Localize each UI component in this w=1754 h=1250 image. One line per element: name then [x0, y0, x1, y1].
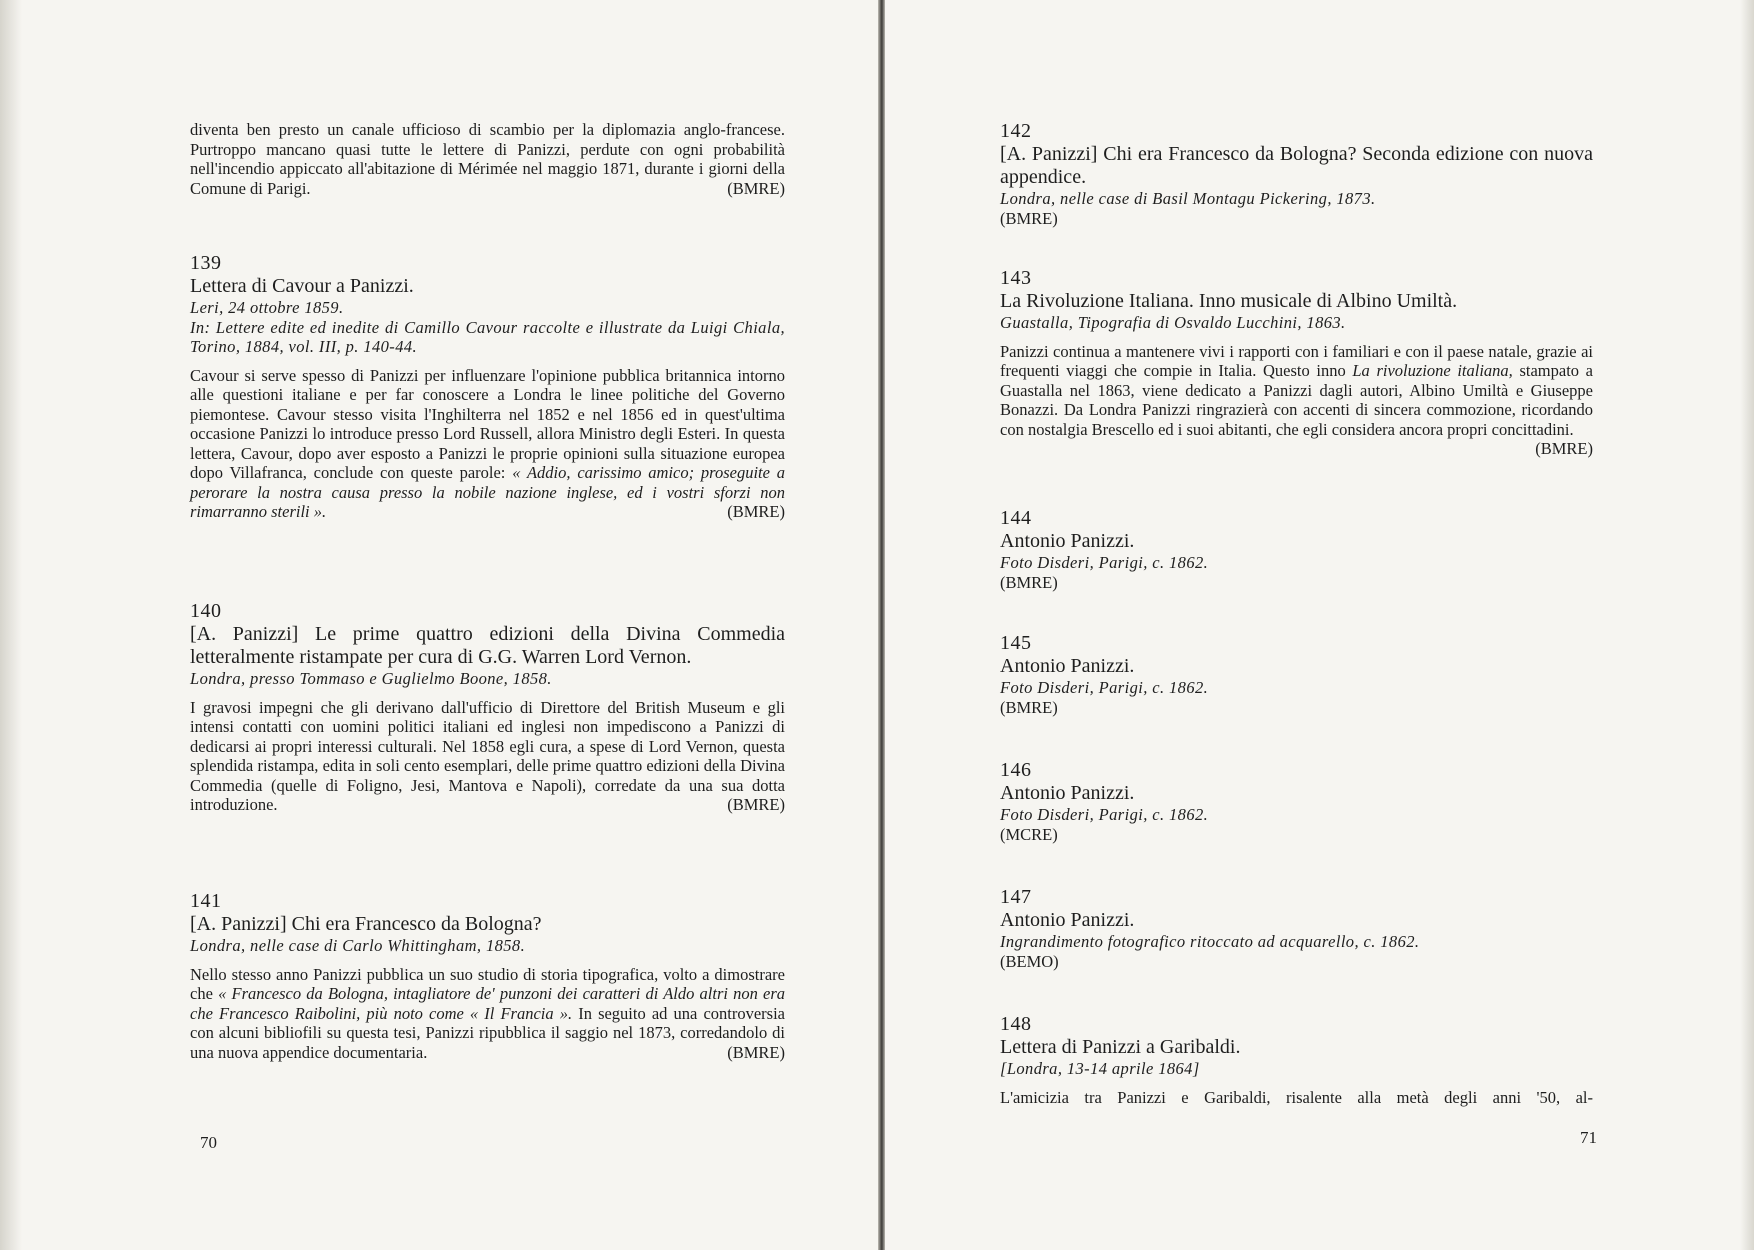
entry-title: [A. Panizzi] Chi era Francesco da Bologna?: [190, 913, 542, 935]
catalog-entry-140: [190, 600, 785, 815]
page-number: 70: [200, 1133, 217, 1152]
description-quote: « Francesco da Bologna, intagliatore de' punzoni dei caratteri di Aldo altri non era che Francesco Raibolini, più noto come « Il Francia ».: [190, 984, 786, 1023]
entry-imprint: Foto Disderi, Parigi, c. 1862.: [1000, 553, 1209, 572]
description-quote: « Addio, carissimo amico; proseguite a perorare la nostra causa presso la nobile nazione inglese, ed i vostri sforzi non rimarranno sterili ».: [190, 463, 786, 521]
description-text-continued: stampato a Guastalla nel 1863, viene dedicato a Panizzi dagli autori, Albino Umiltà e Giuseppe Bonazzi. Da Londra Panizzi ringrazierà con accenti di sincera commozione, ricordando con nostalgia Brescello ed i suoi abitanti, che egli considera ancora propri concittadini.: [1000, 361, 1594, 439]
source-label: (BMRE): [727, 502, 785, 521]
entry-number: 140: [190, 600, 222, 622]
entry-title: Antonio Panizzi.: [1000, 909, 1135, 931]
source-label: (BMRE): [727, 795, 785, 814]
page-edge-shadow: [0, 0, 22, 1250]
entry-imprint: Foto Disderi, Parigi, c. 1862.: [1000, 805, 1209, 824]
book-gutter: [878, 0, 885, 1250]
source-label: (BMRE): [727, 178, 785, 198]
description-text: Panizzi continua a mantenere vivi i rapporti con i familiari e con il paese natale, grazie ai frequenti viaggi che compie in Italia. Questo inno: [1000, 341, 1593, 380]
description-text: Nello stesso anno Panizzi pubblica un suo studio di storia tipografica, volto a dimostrare che: [190, 964, 785, 1003]
entry-imprint: Londra, nelle case di Basil Montagu Pickering, 1873.: [1000, 189, 1376, 208]
entry-imprint: [Londra, 13-14 aprile 1864]: [1000, 1059, 1200, 1078]
catalog-entry-139: [190, 252, 785, 522]
entry-number: 139: [190, 252, 222, 274]
entry-imprint: Londra, nelle case di Carlo Whittingham, 1858.: [190, 936, 526, 955]
entry-number: 145: [1000, 632, 1032, 654]
source-label: (BMRE): [1000, 697, 1058, 717]
entry-description: L'amicizia tra Panizzi e Garibaldi, risalente alla metà degli anni '50, al-: [1000, 1087, 1593, 1107]
catalog-entry-147: [1000, 886, 1593, 971]
description-text: I gravosi impegni che gli derivano dall'ufficio di Direttore del British Museum e gli intensi contatti con uomini politici italiani ed inglesi non impediscono a Panizzi di dedicarsi ai propri interessi culturali. Nel 1858 egli cura, a spese di Lord Vernon, questa splendida ristampa, edita in soli cento esemplari, delle prime quattro edizioni della Divina Commedia (quelle di Foligno, Jesi, Mantova e Napoli), corredate da una sua dotta introduzione.: [190, 697, 785, 814]
entry-title: [A. Panizzi] Le prime quattro edizioni della Divina Commedia letteralmente ristampate per cura di G.G. Warren Lord Vernon.: [190, 623, 785, 668]
entry-title: Antonio Panizzi.: [1000, 530, 1135, 552]
intro-text: diventa ben presto un canale ufficioso di scambio per la diplomazia anglo-francese. Purtroppo mancano quasi tutte le lettere di Panizzi, perdute con ogni probabilità nell'incendio appiccato all'abitazione di Mérimée nel maggio 1871, durante i giorni della Comune di Parigi.: [190, 120, 785, 198]
catalog-entry-144: [1000, 507, 1593, 592]
entry-description: [190, 698, 785, 815]
description-text: Cavour si serve spesso di Panizzi per influenzare l'opinione pubblica britannica intorno alle questioni italiane e per far conoscere a Londra le linee politiche del Governo piemontese. Cavour stesso visita l'Inghilterra nel 1852 e nel 1856 ed in quest'ultima occasione Panizzi lo introduce presso Lord Russell, allora Ministro degli Esteri. In questa lettera, Cavour, dopo aver esposto a Panizzi le proprie opinioni sulla situazione europea dopo Villafranca, conclude con queste parole:: [190, 365, 785, 482]
entry-description: [190, 965, 785, 1063]
catalog-entry-146: [1000, 759, 1593, 844]
catalog-entry-141: [190, 890, 785, 1062]
entry-title: [A. Panizzi] Chi era Francesco da Bologna? Seconda edizione con nuova appendice.: [1000, 143, 1593, 188]
entry-title: La Rivoluzione Italiana. Inno musicale di Albino Umiltà.: [1000, 290, 1458, 312]
page-edge-shadow: [1740, 0, 1754, 1250]
intro-paragraph: [190, 120, 785, 198]
source-label: (BMRE): [1535, 439, 1593, 458]
source-label: (MCRE): [1000, 824, 1058, 844]
description-text-continued: In seguito ad una controversia con alcuni bibliofili su questa tesi, Panizzi ripubblica il saggio nel 1873, corredandolo di una nuova appendice documentaria.: [190, 1003, 785, 1062]
catalog-entry-145: [1000, 632, 1593, 717]
entry-imprint: Leri, 24 ottobre 1859.: [190, 298, 344, 317]
page-number: 71: [1580, 1128, 1597, 1147]
entry-number: 142: [1000, 120, 1032, 142]
entry-title: Antonio Panizzi.: [1000, 782, 1135, 804]
entry-number: 144: [1000, 507, 1032, 529]
catalog-entry-148: [1000, 1013, 1593, 1107]
catalog-entry-142: [1000, 120, 1593, 228]
entry-description: [1000, 342, 1593, 440]
entry-imprint: Ingrandimento fotografico ritoccato ad acquarello, c. 1862.: [1000, 932, 1420, 951]
entry-number: 143: [1000, 267, 1032, 289]
source-label: (BEMO): [1000, 951, 1059, 971]
source-label: (BMRE): [1000, 208, 1058, 228]
right-page: [885, 0, 1754, 1250]
entry-imprint: Foto Disderi, Parigi, c. 1862.: [1000, 678, 1209, 697]
source-label: (BMRE): [1000, 572, 1058, 592]
entry-number: 141: [190, 890, 222, 912]
entry-imprint-reference: In: Lettere edite ed inedite di Camillo Cavour raccolte e illustrate da Luigi Chiala, Torino, 1884, vol. III, p. 140-44.: [190, 317, 785, 356]
source-label: (BMRE): [727, 1042, 785, 1062]
catalog-entry-143: [1000, 267, 1593, 459]
description-title-italic: La rivoluzione italiana,: [1352, 361, 1513, 380]
entry-number: 146: [1000, 759, 1032, 781]
entry-number: 147: [1000, 886, 1032, 908]
entry-title: Lettera di Cavour a Panizzi.: [190, 275, 414, 297]
entry-imprint: Guastalla, Tipografia di Osvaldo Lucchini, 1863.: [1000, 313, 1346, 332]
entry-imprint: Londra, presso Tommaso e Guglielmo Boone, 1858.: [190, 669, 552, 688]
entry-number: 148: [1000, 1013, 1032, 1035]
entry-title: Antonio Panizzi.: [1000, 655, 1135, 677]
entry-description: [190, 366, 785, 522]
entry-title: Lettera di Panizzi a Garibaldi.: [1000, 1036, 1241, 1058]
